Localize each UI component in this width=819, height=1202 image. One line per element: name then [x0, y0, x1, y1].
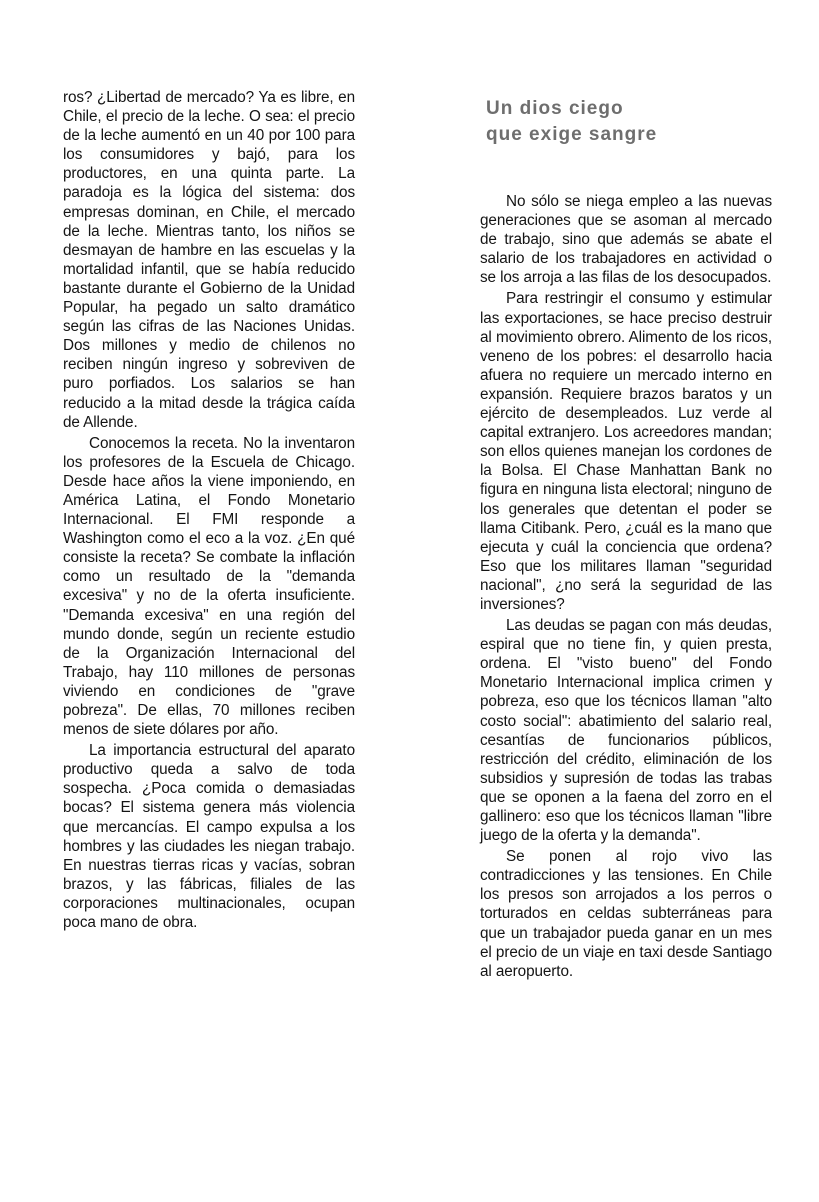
right-paragraph-3: Las deudas se pagan con más deudas, espiral que no tiene fin, y quien presta, ordena. El "visto bueno" del Fondo Monetario Internacional implica crimen y pobreza, eso que los técnicos llaman "alto costo social": abatimiento del salario real, cesantías de funcionarios públicos, restricción del crédito, eliminación de los subsidios y supresión de todas las trabas que se oponen a la faena del zorro en el gallinero: eso que los técnicos llaman "libre juego de la oferta y la demanda". — [480, 617, 772, 845]
left-paragraph-1: ros? ¿Libertad de mercado? Ya es libre, en Chile, el precio de la leche. O sea: el precio de la leche aumentó en un 40 por 100 para los consumidores y bajó, para los productores, en una quinta parte. La paradoja es la lógica del sistema: dos empresas dominan, en Chile, el mercado de la leche. Mientras tanto, los niños se desmayan de hambre en las escuelas y la mortalidad infantil, que se había reducido bastante durante el Gobierno de la Unidad Popular, ha pegado un salto dramático según las cifras de las Naciones Unidas. Dos millones y medio de chilenos no reciben ningún ingreso y sobreviven de puro porfiados. Los salarios se han reducido a la mitad desde la trágica caída de Allende. — [63, 89, 355, 431]
section-headline — [486, 96, 772, 148]
right-paragraph-1: No sólo se niega empleo a las nuevas generaciones que se asoman al mercado de trabajo, sino que además se abate el salario de los trabajadores en actividad o se los arroja a las filas de los desocupados. — [480, 193, 772, 287]
right-paragraph-2: Para restringir el consumo y estimular las exportaciones, se hace preciso destruir al movimiento obrero. Alimento de los ricos, veneno de los pobres: el desarrollo hacia afuera no requiere un mercado interno en expansión. Requiere brazos baratos y un ejército de desempleados. Luz verde al capital extranjero. Los acreedores mandan; son ellos quienes manejan los cordones de la Bolsa. El Chase Manhattan Bank no figura en ninguna lista electoral; ninguno de los generales que detentan el poder se llama Citibank. Pero, ¿cuál es la mano que ejecuta y cuál la conciencia que ordena? Eso que los militares llaman "seguridad nacional", ¿no será la seguridad de las inversiones? — [480, 290, 772, 613]
right-paragraph-4: Se ponen al rojo vivo las contradicciones y las tensiones. En Chile los presos son arrojados a los perros o torturados en celdas subterráneas para que un trabajador pueda ganar en un mes el precio de un viaje en taxi desde Santiago al aeropuerto. — [480, 848, 772, 980]
left-paragraph-3: La importancia estructural del aparato productivo queda a salvo de toda sospecha. ¿Poca comida o demasiadas bocas? El sistema genera más violencia que mercancías. El campo expulsa a los hombres y las ciudades les niegan trabajo. En nuestras tierras ricas y vacías, sobran brazos, y las fábricas, filiales de las corporaciones multinacionales, ocupan poca mano de obra. — [63, 742, 355, 932]
right-column — [480, 96, 772, 983]
headline-line-1: Un dios ciego — [486, 98, 624, 119]
left-column — [63, 88, 355, 934]
left-paragraph-2: Conocemos la receta. No la inventaron los profesores de la Escuela de Chicago. Desde hace años la viene imponiendo, en América Latina, el Fondo Monetario Internacional. El FMI responde a Washington como el eco a la voz. ¿En qué consiste la receta? Se combate la inflación como un resultado de la "demanda excesiva" y no de la oferta insuficiente. "Demanda excesiva" en una región del mundo donde, según un reciente estudio de la Organización Internacional del Trabajo, hay 110 millones de personas viviendo en condiciones de "grave pobreza". De ellas, 70 millones reciben menos de siete dólares por año. — [63, 434, 355, 739]
right-column-body — [480, 192, 772, 981]
headline-line-2: que exige sangre — [486, 124, 658, 145]
